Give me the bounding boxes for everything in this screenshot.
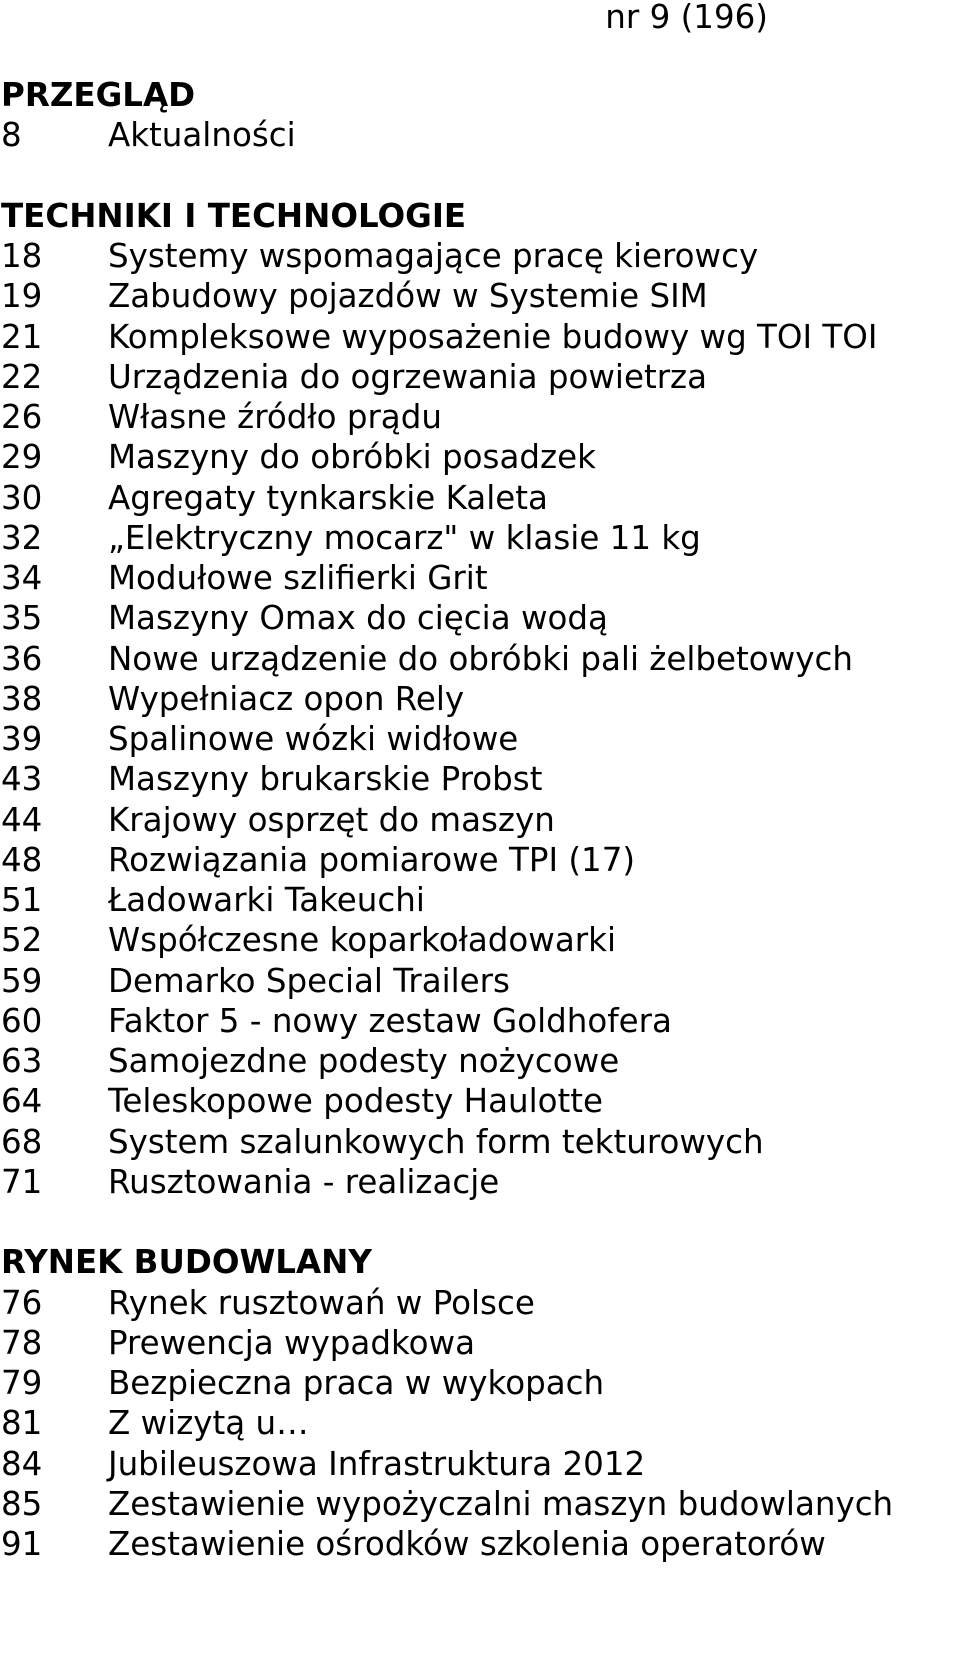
entry-title: Systemy wspomagające pracę kierowcy (108, 237, 759, 275)
toc-entry (0, 478, 960, 518)
entry-page-number: 63 (1, 1042, 43, 1080)
entry-page-number: 29 (1, 438, 43, 477)
entry-title: Jubileuszowa Infrastruktura 2012 (108, 1444, 646, 1483)
entry-page-number: 81 (1, 1404, 43, 1443)
entry-title: Agregaty tynkarskie Kaleta (108, 478, 548, 517)
entry-page-number: 35 (1, 599, 43, 638)
entry-page-number: 85 (1, 1484, 43, 1523)
toc-entry (0, 518, 960, 558)
entry-title: Zestawienie wypożyczalni maszyn budowlanych (108, 1484, 894, 1523)
issue-number: nr 9 (196) (605, 0, 768, 36)
entry-page-number: 71 (1, 1162, 43, 1201)
toc-entry (0, 880, 960, 920)
toc-entry (0, 558, 960, 598)
entry-title: Maszyny brukarskie Probst (108, 760, 543, 799)
entry-page-number: 30 (1, 478, 43, 517)
entry-page-number: 43 (1, 760, 43, 799)
entry-title: Samojezdne podesty nożycowe (108, 1042, 620, 1080)
entry-title: Rynek rusztowań w Polsce (108, 1283, 535, 1322)
section-techniki-i-technologie (0, 196, 960, 1202)
section-heading: RYNEK BUDOWLANY (1, 1243, 372, 1282)
entry-title: Maszyny Omax do cięcia wodą (108, 599, 608, 638)
section-przeglad (0, 75, 960, 156)
entry-page-number: 48 (1, 840, 43, 879)
entry-page-number: 8 (1, 116, 22, 155)
entry-page-number: 79 (1, 1364, 43, 1402)
entry-page-number: 39 (1, 720, 43, 758)
toc-entry (0, 115, 960, 155)
entry-title: Rozwiązania pomiarowe TPI (17) (108, 840, 636, 879)
entry-title: „Elektryczny mocarz" w klasie 11 kg (108, 518, 701, 557)
entry-page-number: 59 (1, 961, 43, 1000)
toc-entry (0, 1323, 960, 1363)
entry-title: Urządzenia do ogrzewania powietrza (108, 357, 708, 396)
entry-title: System szalunkowych form tekturowych (108, 1122, 764, 1161)
entry-title: Z wizytą u… (108, 1404, 309, 1443)
toc-entry (0, 357, 960, 397)
toc-entry (0, 639, 960, 679)
entry-title: Demarko Special Trailers (108, 961, 510, 1000)
entry-page-number: 51 (1, 881, 43, 919)
toc-entry (0, 800, 960, 840)
entry-page-number: 60 (1, 1001, 43, 1040)
entry-title: Własne źródło prądu (108, 398, 442, 436)
section-heading: PRZEGLĄD (1, 76, 196, 114)
toc-entry (0, 840, 960, 880)
toc-entry (0, 1283, 960, 1323)
entry-title: Modułowe szlifierki Grit (108, 559, 488, 597)
toc-entry (0, 236, 960, 276)
entry-title: Zestawienie ośrodków szkolenia operatorów (108, 1525, 826, 1563)
toc-entry (0, 317, 960, 357)
toc-entry (0, 719, 960, 759)
entry-page-number: 44 (1, 800, 43, 839)
toc-entry (0, 276, 960, 316)
toc-entry (0, 1081, 960, 1121)
entry-title: Spalinowe wózki widłowe (108, 720, 519, 758)
toc-entry (0, 397, 960, 437)
entry-page-number: 76 (1, 1283, 43, 1322)
entry-title: Zabudowy pojazdów w Systemie SIM (108, 277, 708, 316)
entry-page-number: 91 (1, 1525, 43, 1563)
entry-page-number: 52 (1, 921, 43, 960)
toc-entry (0, 1524, 960, 1564)
toc-entry (0, 679, 960, 719)
toc-entry (0, 759, 960, 799)
toc-entry (0, 437, 960, 477)
entry-page-number: 68 (1, 1122, 43, 1161)
toc-entry (0, 1001, 960, 1041)
entry-title: Ładowarki Takeuchi (108, 881, 425, 919)
entry-page-number: 84 (1, 1444, 43, 1483)
entry-title: Kompleksowe wyposażenie budowy wg TOI TOI (108, 317, 878, 356)
toc-entry (0, 1403, 960, 1443)
entry-title: Maszyny do obróbki posadzek (108, 438, 596, 477)
entry-page-number: 18 (1, 237, 43, 275)
entry-page-number: 19 (1, 277, 43, 316)
entry-page-number: 22 (1, 357, 43, 396)
toc-entry (0, 1162, 960, 1202)
entry-title: Bezpieczna praca w wykopach (108, 1364, 605, 1402)
toc-entry (0, 1041, 960, 1081)
entry-title: Faktor 5 - nowy zestaw Goldhofera (108, 1001, 672, 1040)
entry-page-number: 34 (1, 559, 43, 597)
toc-entry (0, 1363, 960, 1403)
entry-title: Nowe urządzenie do obróbki pali żelbetowych (108, 639, 853, 678)
entry-page-number: 36 (1, 639, 43, 678)
toc-entry (0, 1484, 960, 1524)
entry-page-number: 64 (1, 1082, 43, 1121)
toc-entry (0, 1122, 960, 1162)
toc-entry (0, 598, 960, 638)
entry-title: Krajowy osprzęt do maszyn (108, 800, 555, 839)
entry-title: Rusztowania - realizacje (108, 1162, 500, 1201)
entry-page-number: 26 (1, 398, 43, 436)
toc-entry (0, 961, 960, 1001)
entry-page-number: 21 (1, 317, 43, 356)
entry-title: Aktualności (108, 116, 296, 155)
entry-title: Teleskopowe podesty Haulotte (108, 1082, 603, 1121)
entry-page-number: 32 (1, 518, 43, 557)
entry-page-number: 38 (1, 679, 43, 718)
entry-title: Wypełniacz opon Rely (108, 679, 465, 718)
toc-entry (0, 920, 960, 960)
section-heading: TECHNIKI I TECHNOLOGIE (1, 196, 467, 235)
entry-page-number: 78 (1, 1323, 43, 1362)
table-of-contents (0, 75, 960, 1564)
entry-title: Współczesne koparkoładowarki (108, 921, 616, 960)
toc-entry (0, 1444, 960, 1484)
section-rynek-budowlany (0, 1242, 960, 1564)
entry-title: Prewencja wypadkowa (108, 1323, 476, 1362)
